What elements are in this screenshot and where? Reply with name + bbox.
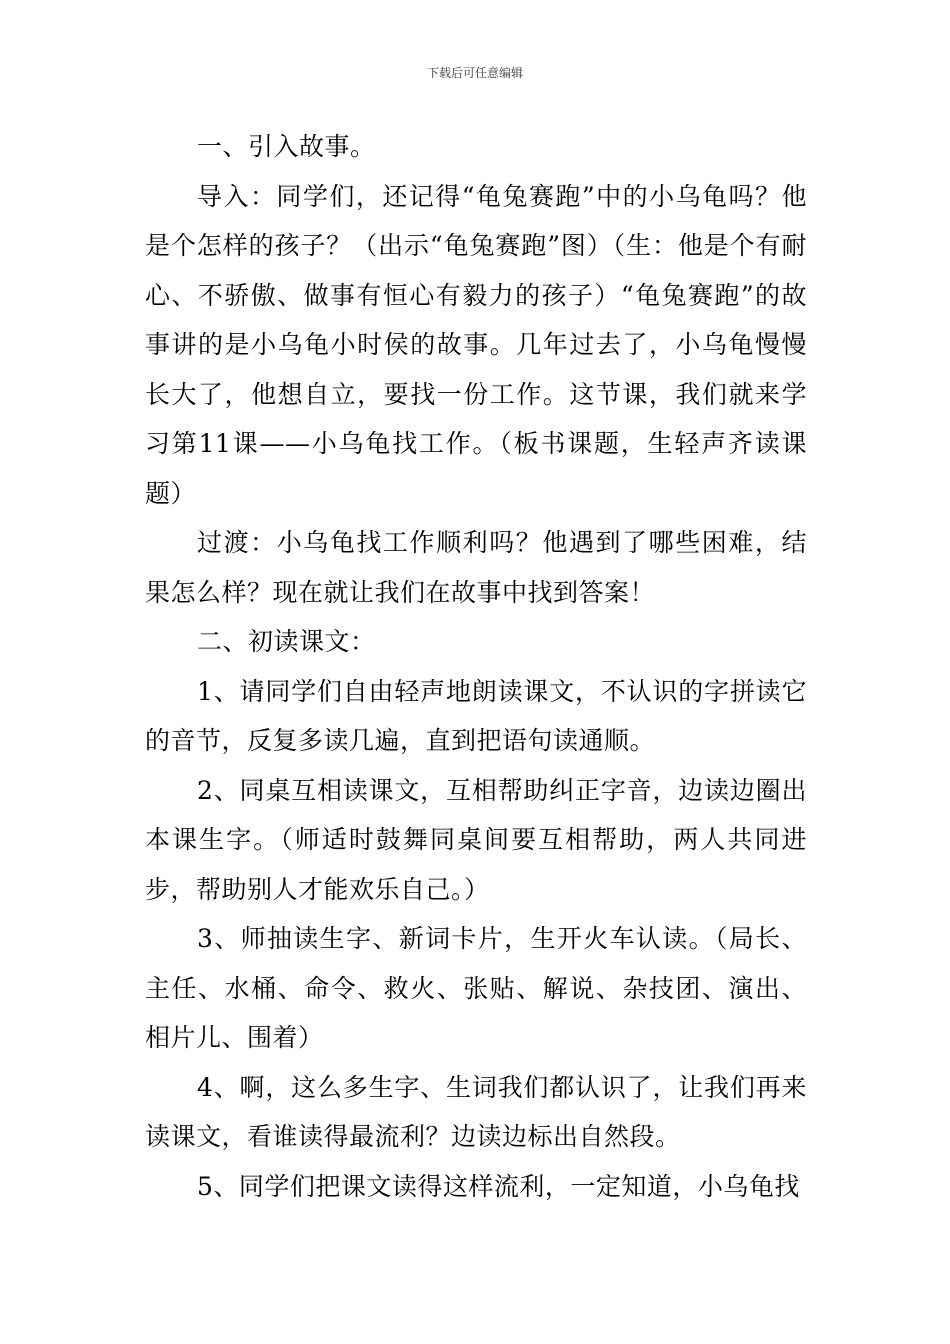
- document-body: [145, 122, 807, 1211]
- section-heading-first-reading: 二、初读课文：: [197, 627, 376, 656]
- section-heading-intro: 一、引入故事。: [197, 132, 376, 161]
- paragraph-transition: 过渡：小乌龟找工作顺利吗？他遇到了哪些困难，结果怎么样？现在就让我们在故事中找到答案！: [145, 528, 807, 607]
- list-item-5: 5、同学们把课文读得这样流利，一定知道，小乌龟找: [197, 1171, 800, 1201]
- list-item-3: 3、师抽读生字、新词卡片，生开火车认读。（局长、主任、水桶、命令、救火、张贴、解说、杂技团、演出、相片儿、围着）: [145, 924, 807, 1052]
- list-item-1: 1、请同学们自由轻声地朗读课文，不认识的字拼读它的音节，反复多读几遍，直到把语句读通顺。: [145, 676, 807, 755]
- paragraph-introduction: 导入：同学们，还记得“龟兔赛跑”中的小乌龟吗？他是个怎样的孩子？（出示“龟兔赛跑”图）（生：他是个有耐心、不骄傲、做事有恒心有毅力的孩子）“龟兔赛跑”的故事讲的是小乌龟小时侯的故事。几年过去了，小乌龟慢慢长大了，他想自立，要找一份工作。这节课，我们就来学习第11课——小乌龟找工作。（板书课题，生轻声齐读课题）: [145, 181, 807, 508]
- page-header: 下载后可任意编辑: [426, 66, 523, 80]
- list-item-4: 4、啊，这么多生字、生词我们都认识了，让我们再来读课文，看谁读得最流利？边读边标出自然段。: [145, 1072, 807, 1151]
- list-item-2: 2、同桌互相读课文，互相帮助纠正字音，边读边圈出本课生字。（师适时鼓舞同桌间要互相帮助，两人共同进步，帮助别人才能欢乐自己。）: [145, 775, 807, 904]
